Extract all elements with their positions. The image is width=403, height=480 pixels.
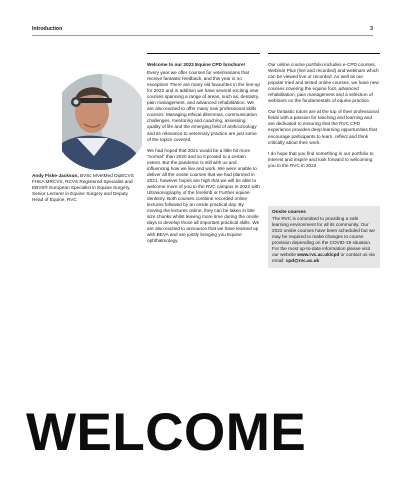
intro-paragraph-1: Every year we offer courses for veterinarians that receive fantastic feedback, and this year is no exception! There are many old favourites in the line-up for 2022 and in addition we have several exciting new courses spanning a range of areas, such as; dentistry, pain management, and advanced rehabilitation. We are also excited to offer many new professional skills courses. Managing ethical dilemmas, communication challenges, mentoring and coaching, assessing quality of life and the emerging field of anthrozoology and its relevance to veterinary practice are just some of the topics covered. bbox=[147, 70, 260, 142]
onsite-body: The RVC is committed to providing a safe learning environment for all its community. Our 2022 onsite courses have been scheduled but we may be required to make changes to course provision depending on the COVID-19 situation. For the most up-to-date information please visit our website bbox=[272, 216, 375, 258]
welcome-heading: WELCOME bbox=[26, 403, 307, 462]
portrait-illustration bbox=[32, 60, 142, 172]
online-paragraph: Our online course portfolio includes e-CPD courses, Webinar Plus (live and recorded) and webinars which can be viewed live or recorded. As well as our popular tried and tested online courses, we have new courses covering the equine foot, advanced rehabilitation, pain management and a selection of webinars on the fundamentals of equine practice. bbox=[268, 62, 379, 104]
intro-lead: Welcome to our 2022 Equine CPD brochure! bbox=[147, 62, 246, 67]
column1-rule bbox=[147, 53, 260, 54]
author-credentials: BVSc MVetMed DipECVS FHEA MRCVS, RCVS Registered Specialist and EBVS® European Specialist in Equine Surgery, Senior Lecturer in Equine Surgery and Deputy Head of Equine, RVC bbox=[32, 173, 134, 203]
column2-rule bbox=[268, 53, 380, 54]
onsite-title: Onsite courses bbox=[272, 209, 306, 214]
section-label: Introduction bbox=[32, 26, 63, 32]
column-left bbox=[147, 62, 260, 249]
website-link[interactable]: www.rvc.ac.uk/cpd bbox=[297, 252, 340, 258]
author-caption bbox=[32, 173, 140, 203]
column-right bbox=[268, 62, 380, 174]
author-photo bbox=[32, 60, 142, 172]
tutors-paragraph: Our fantastic tutors are at the top of their professional fields with a passion for teaching and learning and are dedicated to ensuring that the RVC CPD experience provides deep learning opportunities that encourage participants to learn, reflect and think critically about their work. bbox=[268, 109, 379, 145]
closing-paragraph: I do hope that you find something in our portfolio to interest and inspire and look forward to welcoming you to the RVC in 2022. bbox=[268, 150, 374, 168]
page-number: 3 bbox=[370, 26, 373, 32]
author-name: Andy Fiske-Jackson, bbox=[32, 173, 79, 178]
onsite-courses-box bbox=[268, 206, 380, 268]
contact-prefix: or contact us via email: bbox=[272, 252, 375, 264]
intro-paragraph-2: We had hoped that 2021 would be a little bit more “normal” than 2020 and so it proved to a certain extent. But the pandemic is still with us and influencing how we live and work. We were unable to deliver all the onsite courses that we had planned in 2021, however hopes are high that we will be able to welcome more of you to the RVC campus in 2022 with Ultrasonography of the forelimb or Further equine dentistry. Both courses combine recorded online lectures followed by an onsite practical day. By moving the lectures online, they can be taken in bite size chunks whilst leaving more time during the onsite days to develop those all important practical skills. We are also excited to announce that we have teamed up with BEVA and are jointly bringing you Equine ophthalmology. bbox=[147, 147, 260, 244]
email-link[interactable]: cpd@rvc.ac.uk bbox=[285, 258, 320, 264]
header-divider bbox=[32, 35, 373, 36]
